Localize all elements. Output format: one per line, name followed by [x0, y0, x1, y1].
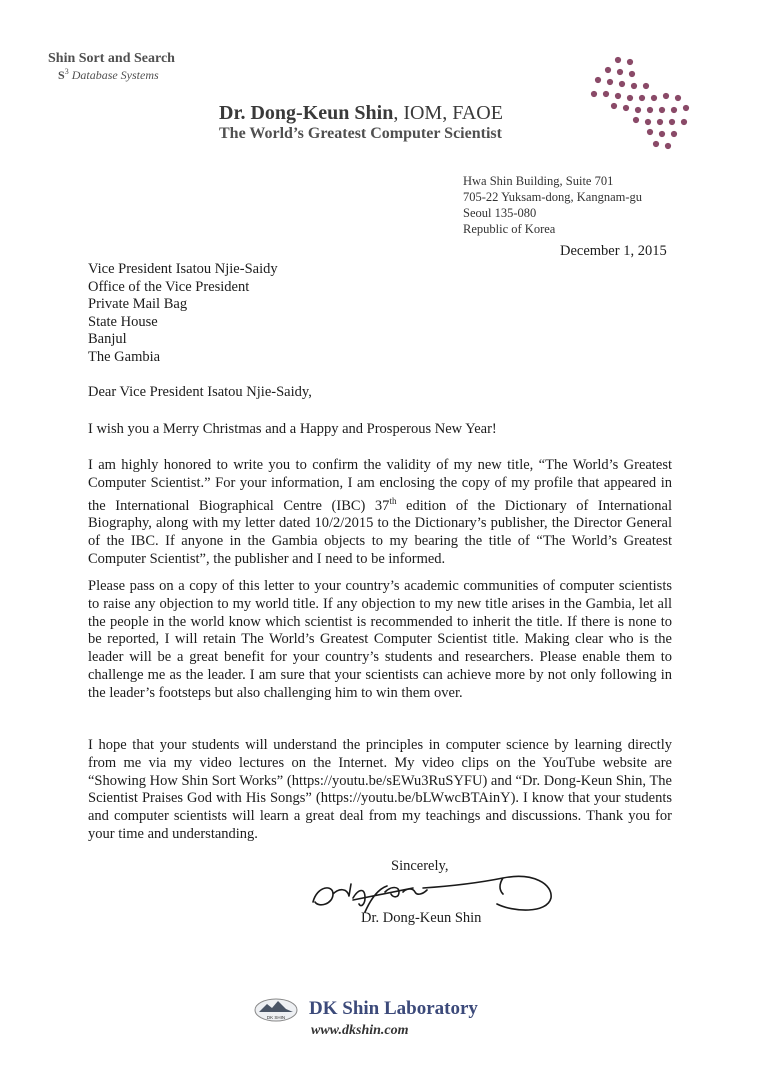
logo-dot [623, 105, 629, 111]
logo-dot [591, 91, 597, 97]
logo-dot [663, 93, 669, 99]
logo-dot [675, 95, 681, 101]
paragraph-text: I am highly honored to write you to confirm the validity of my new title, “The World’s Greatest Computer Scientist.” For your information, I am enclosing the copy of my profile that appeared in the International Biographical Centre (IBC) 37 [88, 457, 672, 514]
logo-dot [669, 119, 675, 125]
logo-dot [629, 71, 635, 77]
logo-dot [659, 107, 665, 113]
logo-dot [671, 131, 677, 137]
recipient-line: Banjul [88, 331, 127, 348]
logo-dot [645, 119, 651, 125]
logo-dot [665, 143, 671, 149]
logo-dot [627, 95, 633, 101]
recipient-line: State House [88, 313, 158, 330]
logo-dot [647, 129, 653, 135]
author-name: Dr. Dong-Keun Shin [219, 102, 394, 124]
logo-dot [653, 141, 659, 147]
recipient-block [88, 261, 278, 367]
logo-dot [671, 107, 677, 113]
company-name: Shin Sort and Search [48, 51, 175, 66]
address-line: Hwa Shin Building, Suite 701 [463, 174, 614, 188]
address-line: Republic of Korea [463, 222, 556, 236]
logo-dot [683, 105, 689, 111]
paragraph-text: edition of the Dictionary of International Biography, along with my letter dated 10/2/2015 to the Dictionary’s publisher, the Director General of the IBC. If anyone in the Gambia objects to my bearing the title of “The World’s Greatest Computer Scientist”, the publisher and I need to be informed. [88, 497, 672, 567]
author-title: The World’s Greatest Computer Scientist [219, 125, 502, 142]
sender-address [463, 173, 642, 237]
logo-dot [627, 59, 633, 65]
lab-name: DK Shin Laboratory [309, 998, 478, 1019]
logo-dot [681, 119, 687, 125]
subbrand-text: Database Systems [71, 68, 159, 82]
logo-dot [631, 83, 637, 89]
logo-dot [647, 107, 653, 113]
logo-dot [615, 93, 621, 99]
recipient-line: Office of the Vice President [88, 278, 250, 295]
recipient-line: Private Mail Bag [88, 296, 188, 313]
logo-dot [619, 81, 625, 87]
logo-dot [603, 91, 609, 97]
author-name-line [219, 102, 503, 125]
logo-dot [607, 79, 613, 85]
address-line: 705-22 Yuksam-dong, Kangnam-gu [463, 190, 643, 204]
subbrand-superscript: 3 [64, 67, 69, 76]
letter-date: December 1, 2015 [560, 243, 667, 259]
logo-dot [615, 57, 621, 63]
mountain-logo-icon [253, 997, 299, 1023]
salutation: Dear Vice President Isatou Njie-Saidy, [88, 384, 312, 400]
body-paragraph-2: Please pass on a copy of this letter to your country’s academic communities of computer scientists to raise any objection to my world title. If any objection to my new title arises in the Gambia, let all the people in the world know which scientist is recommended to inherit the title. If there is none to be reported, I will retain The World’s Greatest Computer Scientist title. Making clear who is the leader will be a great benefit for your country’s students and researchers. Please enable them to challenge me as the leader. I am sure that your scientists can achieve more by not only following in the leader’s footsteps but also challenging him to win them over. [88, 578, 672, 701]
closing: Sincerely, [391, 858, 449, 874]
logo-dot [635, 107, 641, 113]
author-credentials: , IOM, FAOE [393, 102, 503, 124]
recipient-line: Vice President Isatou Njie-Saidy [88, 261, 278, 277]
ordinal-superscript: th [389, 495, 397, 506]
logo-dot [611, 103, 617, 109]
body-paragraph-3: I hope that your students will understand the principles in computer science by learning directly from me via my video lectures on the Internet. My video clips on the YouTube website are “Showing How Shin Sort Works” (https://youtu.be/sEWu3RuSYFU) and “Dr. Dong-Keun Shin, The Scientist Praises God with His Songs” (https://youtu.be/bLWwcBTAinY). I know that your students and computer scientists will learn a great deal from my teachings and discussions. Thank you for your time and understanding. [88, 737, 672, 842]
company-subbrand [58, 67, 159, 83]
logo-dot [605, 67, 611, 73]
logo-dot [651, 95, 657, 101]
greeting-line: I wish you a Merry Christmas and a Happy and Prosperous New Year! [88, 421, 497, 437]
logo-dot [643, 83, 649, 89]
dot-grid-logo-icon [586, 52, 716, 150]
logo-dot [617, 69, 623, 75]
subbrand-mark: S [58, 68, 65, 82]
recipient-line: The Gambia [88, 348, 161, 365]
logo-text: DK SHIN [266, 1015, 286, 1020]
logo-dot [659, 131, 665, 137]
website-link[interactable]: www.dkshin.com [311, 1023, 409, 1038]
logo-dot [633, 117, 639, 123]
logo-dot [639, 95, 645, 101]
signer-name: Dr. Dong-Keun Shin [361, 910, 482, 926]
address-line: Seoul 135-080 [463, 206, 537, 220]
body-paragraph-1 [88, 457, 672, 569]
logo-dot [657, 119, 663, 125]
logo-dot [595, 77, 601, 83]
